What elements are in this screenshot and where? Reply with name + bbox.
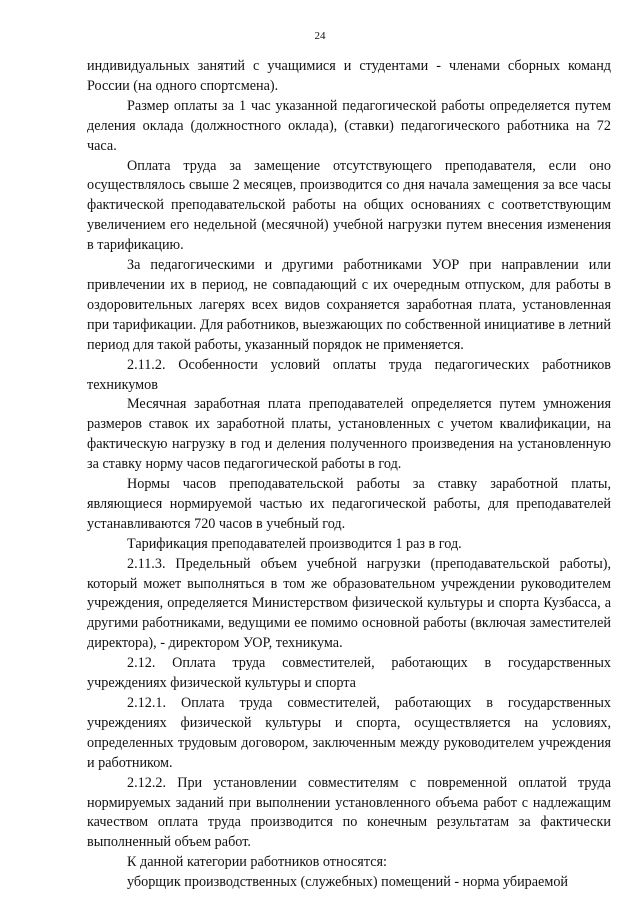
paragraph-hour-norms: Нормы часов преподавательской работы за ставку заработной платы, являющиеся нормируемой частью их педагогической работы, для преподавателей устанавливаются 720 часов в учебный год.: [87, 476, 611, 532]
section-heading-2-11-2: 2.11.2. Особенности условий оплаты труда педагогических работников техникумов: [87, 356, 611, 393]
page-number: 24: [314, 30, 326, 42]
paragraph-continuation: индивидуальных занятий с учащимися и студентами - членами сборных команд России (на одного спортсмена).: [87, 58, 611, 94]
section-2-12-2: 2.12.2. При установлении совместителям с повременной оплатой труда нормируемых заданий при выполнении установленного объема работ с надлежащим качеством оплата труда производится по конечным результатам за фактически выполненный объем работ.: [87, 774, 611, 851]
section-2-12-1: 2.12.1. Оплата труда совместителей, работающих в государственных учреждениях физической культуры и спорта, осуществляется на условиях, определенных трудовым договором, заключенным между руководителем учреждения и работником.: [87, 695, 611, 771]
paragraph-category-intro: К данной категории работников относятся:: [127, 854, 387, 871]
paragraph-monthly-salary: Месячная заработная плата преподавателей определяется путем умножения размеров ставок их заработной платы, установленных с учетом квалификации, на фактическую нагрузку в год и деления полученного произведения на установленную за ставку норму часов педагогической работы в год.: [87, 396, 611, 473]
paragraph-cleaner-norm: уборщик производственных (служебных) помещений - норма убираемой: [127, 874, 569, 891]
paragraph-summer-camps: За педагогическими и другими работниками УОР при направлении или привлечении их в период, не совпадающий с их очередным отпуском, для работы в оздоровительных лагерях всех видов сохраняется заработная плата, установленная при тарификации. Для работников, выезжающих по собственной инициативе в летний период для такой работы, указанный порядок не применяется.: [87, 257, 611, 353]
paragraph-tariffication: Тарификация преподавателей производится 1 раз в год.: [127, 535, 462, 552]
paragraph-substitution-pay: Оплата труда за замещение отсутствующего преподавателя, если оно осуществлялось свыше 2 месяцев, производится со дня начала замещения за все часы фактической преподавательской работы на общих основаниях с соответствующим увеличением его недельной (месячной) учебной нагрузки путем внесения изменения в тарификацию.: [87, 157, 611, 254]
document-body: [87, 57, 611, 893]
section-2-11-3: 2.11.3. Предельный объем учебной нагрузки (преподавательской работы), который может выполняться в том же образовательном учреждении руководителем учреждения, определяется Министерством физической культуры и спорта Кузбасса, а другими работниками, ведущими ее помимо основной работы (включая заместителей директора), - директором УОР, техникума.: [87, 555, 611, 652]
paragraph-hourly-rate: Размер оплаты за 1 час указанной педагогической работы определяется путем деления оклада (должностного оклада), (ставки) педагогического работника на 72 часа.: [87, 97, 611, 154]
section-heading-2-12: 2.12. Оплата труда совместителей, работающих в государственных учреждениях физической культуры и спорта: [87, 655, 611, 692]
